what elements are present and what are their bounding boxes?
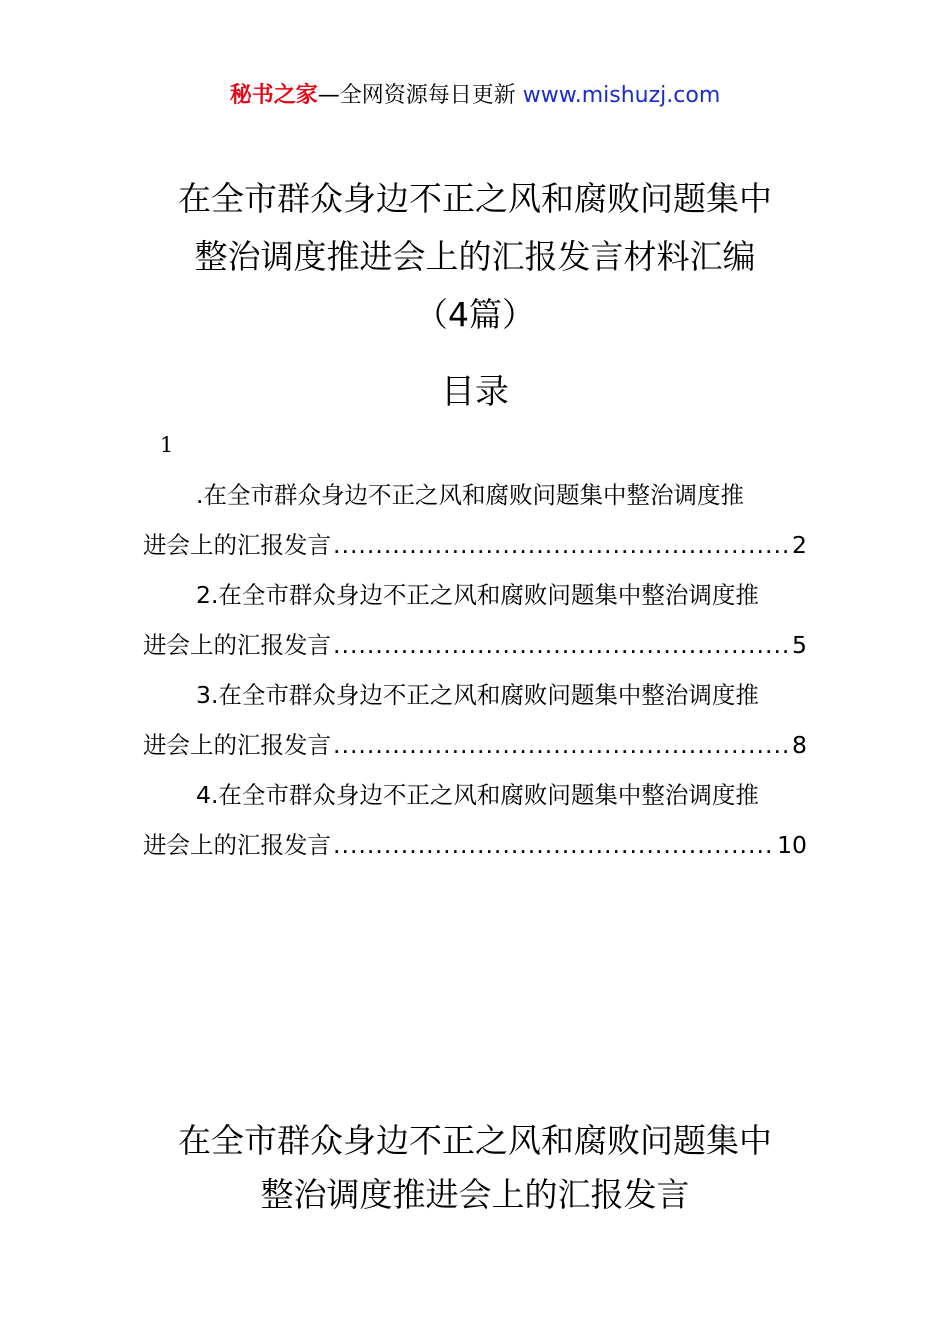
toc-page-number: 2 <box>792 531 807 559</box>
document-title <box>0 170 950 344</box>
toc-list <box>143 470 807 870</box>
toc-page-number: 5 <box>792 631 807 659</box>
toc-entry-title-tail: 进会上的汇报发言 <box>143 731 331 759</box>
toc-entry-4[interactable] <box>143 770 807 870</box>
toc-stray-number: 1 <box>160 433 174 457</box>
toc-page-number: 8 <box>792 731 807 759</box>
toc-entry-title: .在全市群众身边不正之风和腐败问题集中整治调度推 <box>196 481 744 509</box>
toc-entry-3[interactable] <box>143 670 807 770</box>
toc-page-number: 10 <box>777 831 807 859</box>
toc-entry-title: 3.在全市群众身边不正之风和腐败问题集中整治调度推 <box>196 681 759 709</box>
brand-name: 秘书之家 <box>229 83 318 108</box>
section-title <box>0 1114 950 1222</box>
toc-entry-title-continued <box>143 820 807 870</box>
section-title-line-1: 在全市群众身边不正之风和腐败问题集中 <box>178 1121 772 1160</box>
section-title-line-2: 整治调度推进会上的汇报发言 <box>260 1175 690 1214</box>
site-header <box>0 80 950 112</box>
toc-dot-leader <box>333 620 790 670</box>
toc-dot-leader <box>333 520 790 570</box>
document-title-line-1: 在全市群众身边不正之风和腐败问题集中 <box>178 179 772 218</box>
toc-entry-title-continued <box>143 520 807 570</box>
toc-entry-title-tail: 进会上的汇报发言 <box>143 531 331 559</box>
toc-entry-title-tail: 进会上的汇报发言 <box>143 831 331 859</box>
toc-entry-1[interactable] <box>143 470 807 570</box>
toc-entry-title: 2.在全市群众身边不正之风和腐败问题集中整治调度推 <box>196 581 759 609</box>
document-title-line-2: 整治调度推进会上的汇报发言材料汇编 <box>194 237 756 276</box>
toc-entry-title-continued <box>143 620 807 670</box>
header-tagline: —全网资源每日更新 <box>317 83 523 108</box>
toc-dot-leader <box>333 820 775 870</box>
document-title-line-3: （4篇） <box>415 295 535 334</box>
toc-entry-title-continued <box>143 720 807 770</box>
site-url-link[interactable]: www.mishuzj.com <box>522 83 721 108</box>
toc-entry-2[interactable] <box>143 570 807 670</box>
toc-entry-title-tail: 进会上的汇报发言 <box>143 631 331 659</box>
toc-dot-leader <box>333 720 790 770</box>
toc-entry-title: 4.在全市群众身边不正之风和腐败问题集中整治调度推 <box>196 781 759 809</box>
toc-heading: 目录 <box>441 372 509 412</box>
